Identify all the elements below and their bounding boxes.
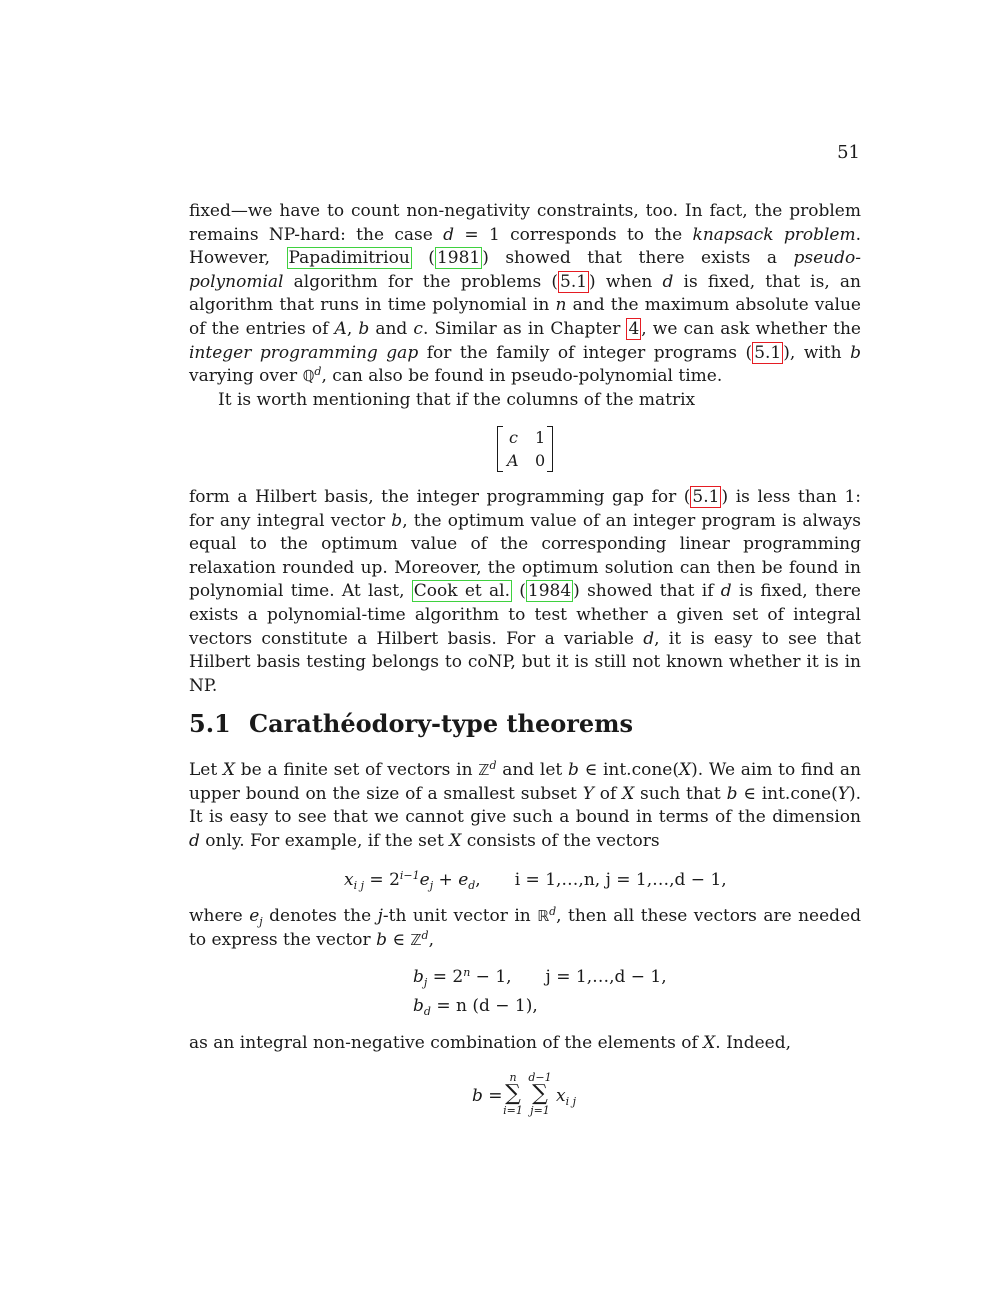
- paragraph-unit-vector: where $e_j$ denotes the j-th unit vector in ℝ$^d$, then all these vectors are needed to express the vector b ∈ ℤ$^d$,: [189, 905, 862, 950]
- equation-double-sum-lhs: b =: [472, 1086, 503, 1106]
- paragraph-hilbert-basis: form a Hilbert basis, the integer programming gap for ( 5.1 ) is less than 1: for any integral vector b, the optimum value of an integer program is always equal to the optimum value of the corresponding linear programming relaxation rounded up. Moreover, the optimum solution can then be found in polynomial time. At last, Cook et al. ( 1984 ) showed that if d is fixed, there exists a polynomial-time algorithm to test whether a given set of integral vectors constitute a Hilbert basis. For a variable d, it is easy to see that Hilbert basis testing belongs to coNP, but it is still not known whether it is in NP.: [189, 487, 861, 696]
- equation-bj: $b_j = 2^n - 1$, j = 1,…,d − 1,: [413, 966, 667, 989]
- paragraph-combination: as an integral non-negative combination of the elements of X. Indeed,: [189, 1033, 792, 1053]
- equation-ref-link[interactable]: 5.1: [754, 342, 782, 363]
- equation-ref-link[interactable]: 5.1: [692, 487, 720, 507]
- page-number: 51: [837, 142, 860, 163]
- equation-ref-link[interactable]: 5.1: [560, 271, 588, 292]
- summation-i: n ∑ i=1: [503, 1071, 523, 1117]
- section-number: 5.1: [189, 709, 231, 738]
- citation-year-link[interactable]: 1984: [527, 581, 572, 602]
- section-heading: [189, 706, 633, 742]
- equation-bd: $b_d = n$ (d − 1),: [413, 996, 538, 1018]
- paragraph-matrix-intro: It is worth mentioning that if the columns of the matrix: [218, 390, 696, 410]
- matrix-left-bracket: [497, 426, 503, 472]
- matrix-cell: 1: [535, 428, 546, 447]
- matrix-cell: c: [509, 428, 518, 447]
- matrix-cell: 0: [535, 451, 546, 470]
- citation-link[interactable]: Cook et al.: [413, 581, 510, 602]
- summation-j: d−1 ∑ j=1: [528, 1071, 552, 1117]
- equation-vectors: $x_{i j} = 2^{i-1}e_j + e_d$, i = 1,…,n, j = 1,…,d − 1,: [344, 869, 727, 892]
- section-title: Carathéodory-type theorems: [249, 709, 634, 738]
- equation-double-sum-term: $x_{i j}$: [556, 1086, 577, 1108]
- matrix-right-bracket: [547, 426, 553, 472]
- paragraph-section-intro: Let X be a finite set of vectors in ℤ$^d$ and let b ∈ int.cone(X). We aim to find an upper bound on the size of a smallest subset Y of X such that b ∈ int.cone(Y). It is easy to see that we cannot give such a bound in terms of the dimension d only. For example, if the set X consists of the vectors: [189, 759, 861, 851]
- matrix-cell: A: [507, 451, 519, 470]
- citation-year-link[interactable]: 1981: [436, 248, 481, 269]
- matrix-display: [497, 424, 553, 472]
- chapter-ref-link[interactable]: 4: [628, 318, 640, 339]
- paragraph-intro: fixed—we have to count non-negativity constraints, too. In fact, the problem remains NP-hard: the case d = 1 corresponds to the knapsack problem. However, Papadimitriou ( 1981 ) showed that there exists a pseudo-polynomial algorithm for the problems ( 5.1 ) when d is fixed, that is, an algorithm that runs in time polynomial in n and the maximum absolute value of the entries of A, b and c. Similar as in Chapter 4 , we can ask whether the integer programming gap for the family of integer programs ( 5.1 ), with b varying over ℚ$^d$, can also be found in pseudo-polynomial time.: [189, 201, 862, 387]
- citation-link[interactable]: Papadimitriou: [288, 248, 410, 269]
